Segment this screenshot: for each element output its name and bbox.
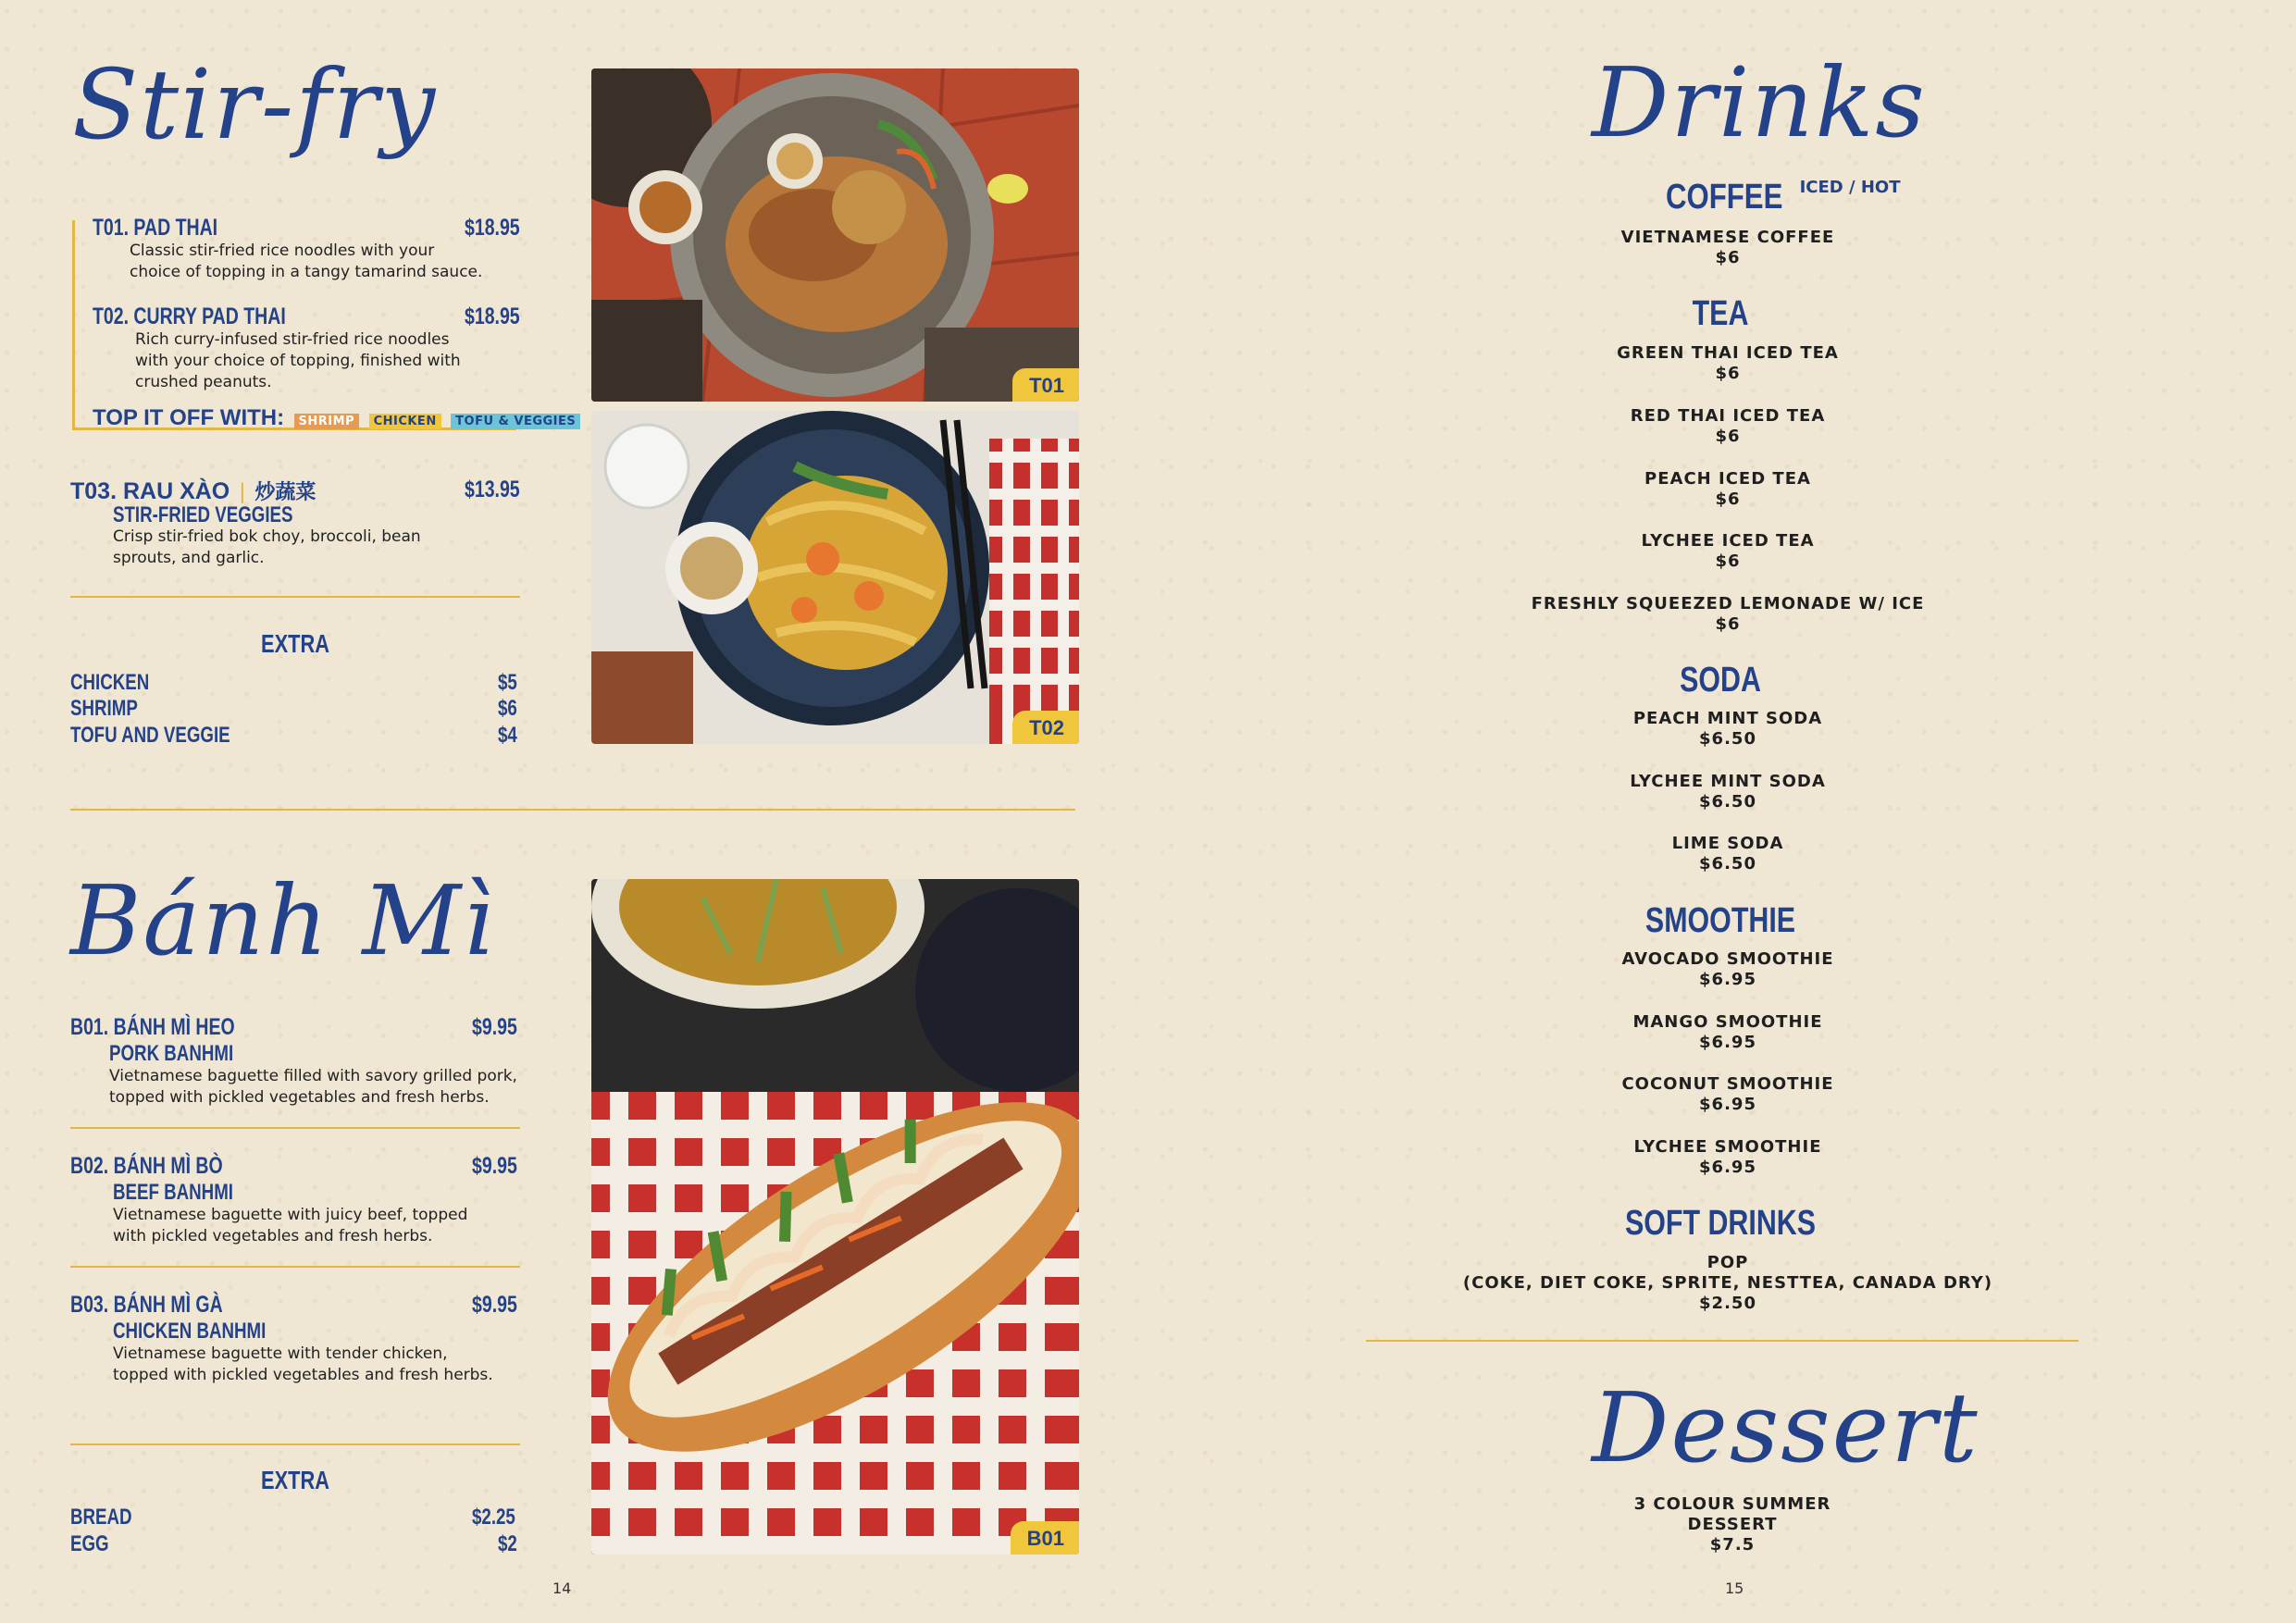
photo-pad-thai: [591, 68, 1079, 402]
extra-price: $5: [498, 670, 517, 695]
item-code-name: B01. BÁNH MÌ HEO: [70, 1014, 235, 1040]
drink-item: GREEN THAI ICED TEA $6: [1617, 343, 1839, 383]
extra-name: TOFU AND VEGGIE: [70, 723, 230, 748]
banhmi-title: Bánh Mì: [70, 864, 496, 977]
item-desc: Classic stir-fried rice noodles with your choice of topping in a tangy tamarind sauce.: [130, 242, 483, 281]
curry-pad-thai-illustration: [591, 411, 1079, 744]
item-subtitle: PORK BANHMI: [109, 1041, 234, 1066]
photo-banh-mi: [591, 879, 1079, 1555]
soft-drinks-heading: SOFT DRINKS: [1624, 1204, 1817, 1243]
item-desc: Vietnamese baguette with juicy beef, topped with pickled vegetables and fresh herbs.: [113, 1206, 468, 1245]
item-subtitle: CHICKEN BANHMI: [113, 1319, 267, 1344]
drink-item: RED THAI ICED TEA $6: [1630, 406, 1826, 446]
extra-price: $6: [498, 696, 517, 721]
banh-mi-illustration: [591, 879, 1079, 1555]
drink-item: MANGO SMOOTHIE $6.95: [1632, 1012, 1823, 1052]
item-subtitle: STIR-FRIED VEGGIES: [113, 502, 293, 527]
item-code-name: T02. CURRY PAD THAI: [93, 304, 286, 329]
extra-price: $2.25: [472, 1505, 515, 1530]
photo-curry-pad-thai: [591, 411, 1079, 744]
item-desc: Vietnamese baguette filled with savory grilled pork, topped with pickled vegetables and fresh herbs.: [109, 1067, 517, 1107]
extra-name: SHRIMP: [70, 696, 138, 721]
divider-bar: |: [239, 479, 245, 504]
dessert-item: 3 COLOUR SUMMER DESSERT $7.5: [1633, 1494, 1831, 1555]
drink-item: POP (COKE, DIET COKE, SPRITE, NESTTEA, CANADA DRY) $2.50: [1462, 1253, 1993, 1313]
top-it-off-label: TOP IT OFF WITH:: [93, 405, 285, 430]
item-code-name: B03. BÁNH MÌ GÀ: [70, 1292, 223, 1318]
item-price: $9.95: [472, 1153, 517, 1179]
item-desc: Crisp stir-fried bok choy, broccoli, bean sprouts, and garlic.: [113, 527, 421, 567]
section-divider: [70, 809, 1075, 811]
topping-tag-shrimp: SHRIMP: [294, 414, 360, 429]
item-price: $18.95: [465, 215, 520, 241]
item-title-row: [70, 477, 316, 505]
item-code-name: B02. BÁNH MÌ BÒ: [70, 1153, 223, 1179]
toppings-row: [93, 405, 580, 431]
extra-name: BREAD: [70, 1505, 132, 1530]
extra-name: EGG: [70, 1531, 109, 1556]
section-divider: [1366, 1340, 2079, 1342]
divider: [70, 1443, 520, 1445]
soda-heading: SODA: [1680, 661, 1761, 700]
item-price: $18.95: [465, 304, 520, 329]
extra-title: EXTRA: [261, 629, 330, 658]
item-code-name: T03. RAU XÀO: [70, 478, 230, 504]
item-price: $9.95: [472, 1014, 517, 1040]
extra-price: $2: [498, 1531, 517, 1556]
page-number-left: 14: [552, 1580, 572, 1597]
extra-name: CHICKEN: [70, 670, 150, 695]
drink-item: LYCHEE ICED TEA $6: [1641, 531, 1815, 571]
drink-item: FRESHLY SQUEEZED LEMONADE W/ ICE $6: [1531, 594, 1925, 634]
drink-item: AVOCADO SMOOTHIE $6.95: [1621, 949, 1834, 989]
coffee-heading: COFFEE: [1666, 178, 1783, 217]
drink-item: LYCHEE MINT SODA $6.50: [1630, 772, 1826, 812]
item-subtitle: BEEF BANHMI: [113, 1180, 234, 1205]
divider: [70, 596, 520, 598]
smoothie-heading: SMOOTHIE: [1644, 901, 1796, 940]
drink-item: PEACH ICED TEA $6: [1644, 469, 1811, 509]
drink-item: LYCHEE SMOOTHIE $6.95: [1633, 1137, 1822, 1177]
divider: [70, 1127, 520, 1129]
dessert-title: Dessert: [1592, 1371, 1980, 1484]
page-number-right: 15: [1725, 1580, 1744, 1597]
topping-tag-tofu: TOFU & VEGGIES: [451, 414, 580, 429]
photo-badge: B01: [1011, 1521, 1079, 1555]
item-chinese-name: 炒蔬菜: [254, 481, 316, 504]
divider: [70, 1266, 520, 1268]
item-price: $9.95: [472, 1292, 517, 1318]
coffee-heading-row: [1666, 178, 1900, 217]
drink-item: PEACH MINT SODA $6.50: [1632, 709, 1823, 749]
item-price: $13.95: [465, 477, 520, 502]
drink-item: VIETNAMESE COFFEE $6: [1620, 228, 1835, 267]
drinks-title: Drinks: [1592, 46, 1927, 159]
extra-title: EXTRA: [261, 1466, 330, 1494]
topping-tag-chicken: CHICKEN: [369, 414, 441, 429]
tea-heading: TEA: [1692, 294, 1749, 333]
pad-thai-illustration: [591, 68, 1079, 402]
item-desc: Vietnamese baguette with tender chicken, topped with pickled vegetables and fresh herbs.: [113, 1344, 493, 1384]
drink-item: LIME SODA $6.50: [1671, 834, 1784, 873]
coffee-note: ICED / HOT: [1799, 178, 1901, 197]
bracket-line: [72, 220, 75, 429]
photo-badge: T02: [1012, 711, 1079, 744]
extra-price: $4: [498, 723, 517, 748]
item-code-name: T01. PAD THAI: [93, 215, 218, 241]
stirfry-title: Stir-fry: [72, 48, 438, 161]
photo-badge: T01: [1012, 368, 1079, 402]
drink-item: COCONUT SMOOTHIE $6.95: [1621, 1074, 1834, 1114]
item-desc: Rich curry-infused stir-fried rice noodles with your choice of topping, finished with crushed peanuts.: [135, 330, 461, 391]
